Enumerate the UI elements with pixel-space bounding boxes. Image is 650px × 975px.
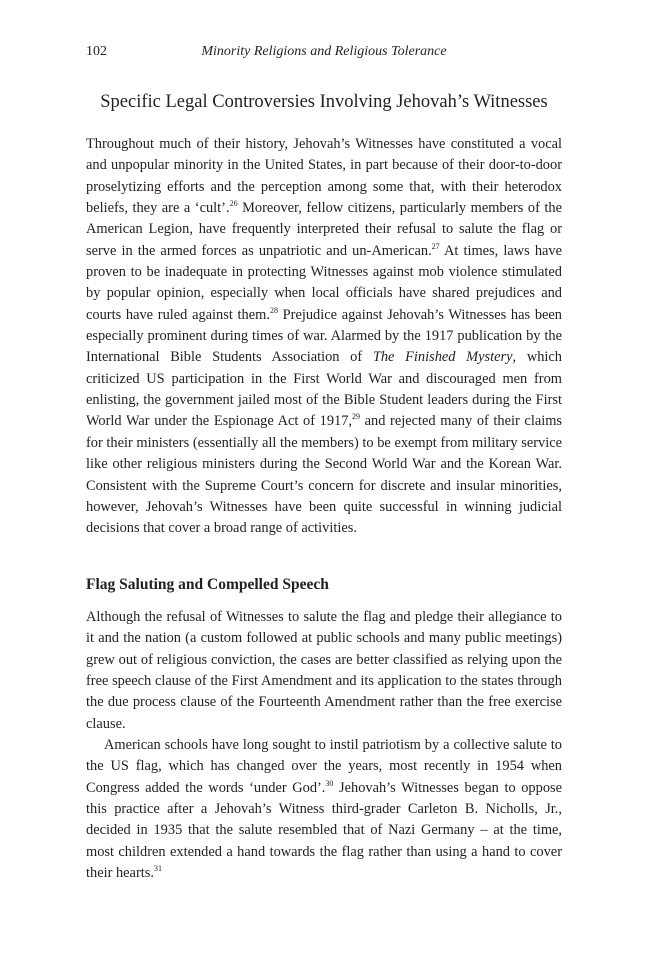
paragraph-3-text: American schools have long sought to instil patriotism by a collective salute to the US flag, which has changed over the years, most recently in 1954 when Congress added the words ‘under God’. [86, 737, 562, 796]
paragraph-2: Although the refusal of Witnesses to salute the flag and pledge their allegiance to it and the nation (a custom followed at public schools and many public meetings) grew out of religious conviction, the cases are better classified as relying upon the free speech clause of the First Amendment and its application to the states through the due process clause of the Fourteenth Amendment rather than the free exercise clause. [86, 609, 562, 732]
footnote-ref-28: 28 [269, 305, 278, 315]
footnote-ref-27: 27 [431, 241, 440, 251]
footnote-ref-30: 30 [325, 778, 334, 788]
paragraph-1 [86, 134, 562, 540]
book-title: The Finished Mystery [372, 349, 513, 366]
paragraph-3 [86, 735, 562, 884]
paragraph-1-text: At times, laws have proven to be inadequate in protecting Witnesses against mob violence stimulated by popular opinion, especially when local officials have shared prejudices and courts have ruled against them. [86, 242, 562, 323]
subheading: Flag Saluting and Compelled Speech [86, 576, 329, 593]
paragraph-1-text: , which criticized US participation in the First World War and discouraged men from enlisting, the government jailed most of the Bible Student leaders during the First World War under the Espionage Act of 1917, [86, 349, 562, 430]
footnote-ref-29: 29 [352, 412, 361, 422]
paragraph-1-text: and rejected many of their claims for their ministers (essentially all the members) to be exempt from military service like other religious ministers during the Second World War and the Korean War. Consistent with the Supreme Court’s concern for discrete and insular minorities, however, Jehovah’s Witnesses have been quite successful in winning judicial decisions that cover a broad range of activities. [86, 413, 562, 537]
running-title: Minority Religions and Religious Tolerance [201, 44, 447, 59]
footnote-ref-26: 26 [229, 199, 238, 209]
section-title: Specific Legal Controversies Involving Jehovah’s Witnesses [100, 92, 548, 112]
paragraph-1-text: Moreover, fellow citizens, particularly members of the American Legion, have frequently interpreted their refusal to salute the flag or serve in the armed forces as unpatriotic and un-American. [86, 200, 563, 259]
paragraph-3-text: Jehovah’s Witnesses began to oppose this practice after a Jehovah’s Witness third-grader Carleton B. Nicholls, Jr., decided in 1935 that the salute resembled that of Nazi Germany – at the time, most children extended a hand towards the flag rather than using a hand to cover their hearts. [86, 779, 563, 882]
paragraph-1-text: Throughout much of their history, Jehovah’s Witnesses have constituted a vocal and unpopular minority in the United States, in part because of their door-to-door proselytizing efforts and the perception among some that, with their heterodox beliefs, they are a ‘cult’. [86, 136, 562, 217]
page-number: 102 [86, 44, 107, 59]
footnote-ref-31: 31 [153, 864, 162, 874]
paragraph-1-text: Prejudice against Jehovah’s Witnesses has been especially prominent during times of war. Alarmed by the 1917 publication by the International Bible Students Association of [86, 306, 562, 366]
running-head [86, 44, 562, 64]
